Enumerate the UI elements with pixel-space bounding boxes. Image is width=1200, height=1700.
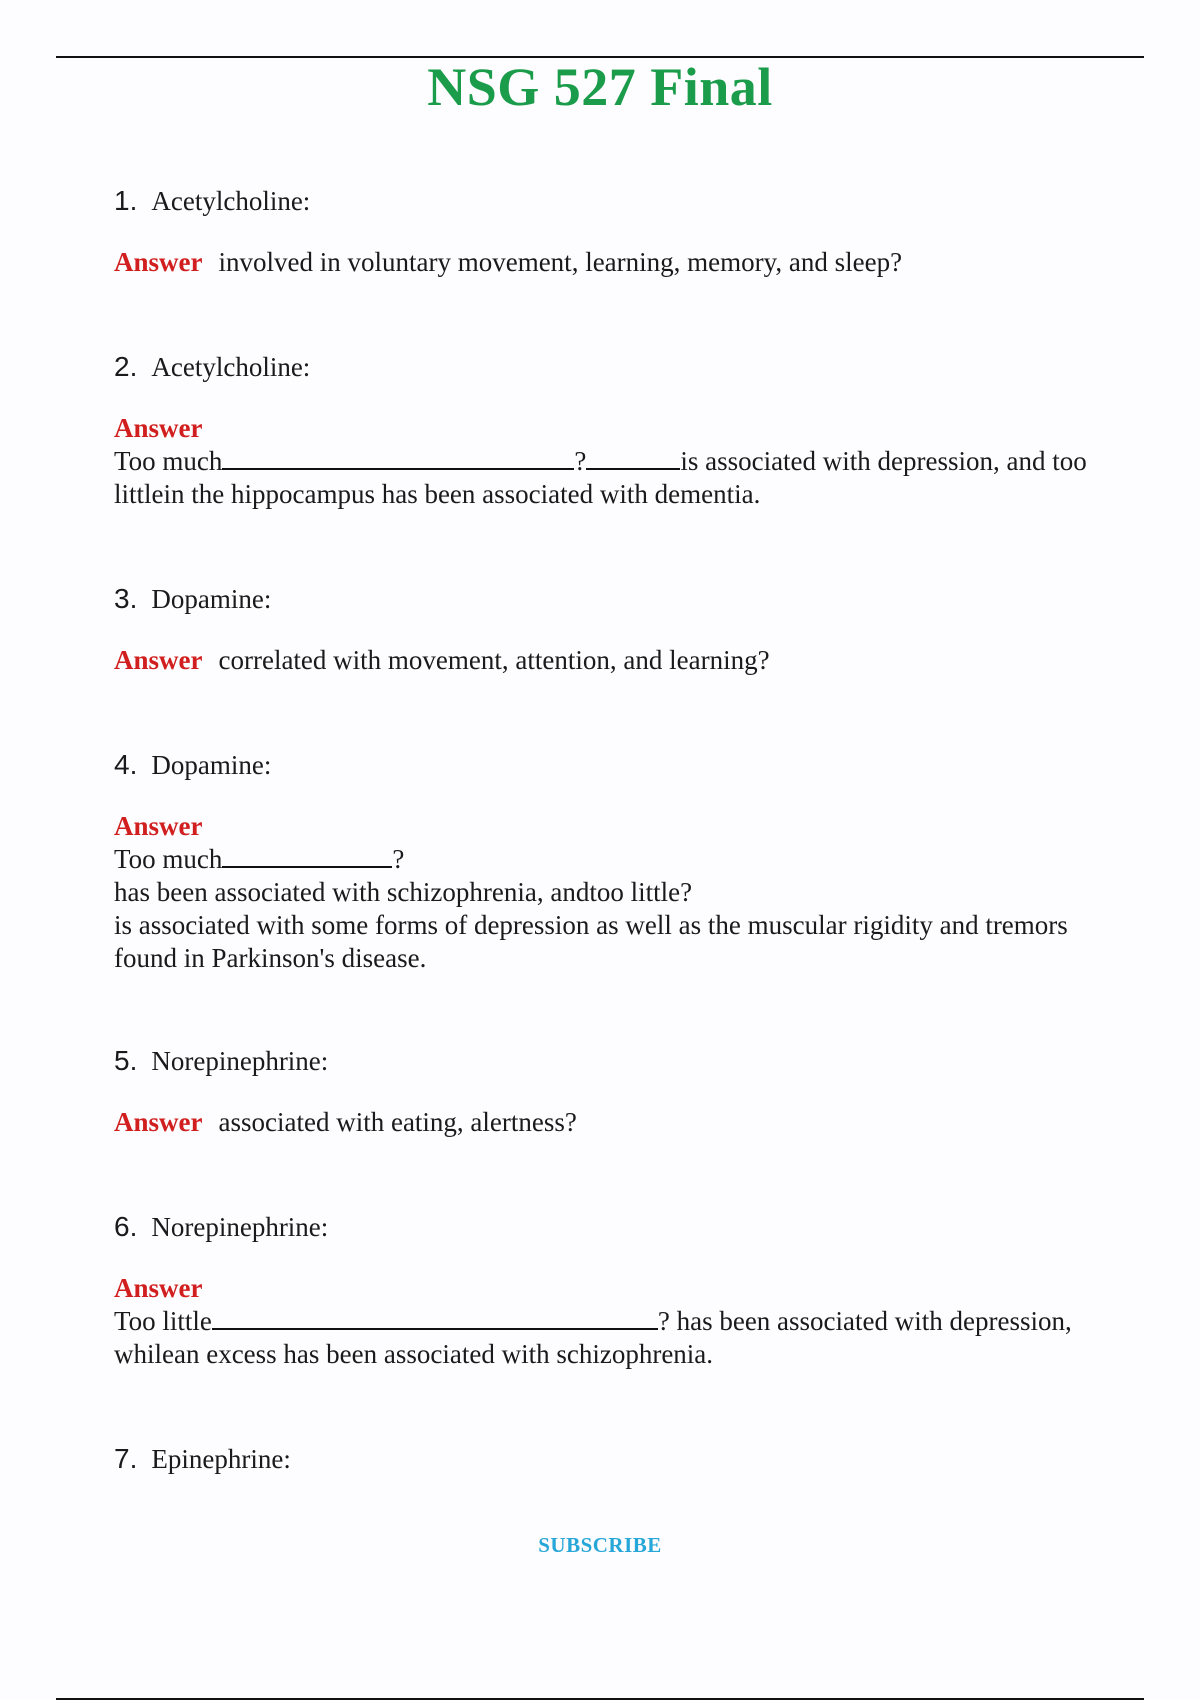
question-number: 3. bbox=[114, 583, 138, 614]
question-number: 7. bbox=[114, 1443, 138, 1474]
fill-in-blank bbox=[222, 446, 574, 470]
answer-text: involved in voluntary movement, learning, memory, and sleep? bbox=[218, 247, 903, 277]
answer-block bbox=[114, 1272, 1120, 1371]
fill-in-blank bbox=[586, 446, 680, 470]
answer-block bbox=[114, 412, 1120, 511]
answer-text: is associated with some forms of depression as well as the muscular rigidity and tremors bbox=[114, 910, 1068, 940]
answer-text: littlein the hippocampus has been associated with dementia. bbox=[114, 479, 761, 509]
question-5 bbox=[114, 1044, 1120, 1139]
question-3 bbox=[114, 582, 1120, 677]
answer-text: ? bbox=[574, 446, 587, 476]
question-number: 5. bbox=[114, 1045, 138, 1076]
answer-block bbox=[114, 246, 1120, 279]
fill-in-blank bbox=[212, 1306, 658, 1330]
answer-text: associated with eating, alertness? bbox=[218, 1107, 577, 1137]
question-topic: Acetylcholine: bbox=[151, 186, 311, 216]
question-number: 2. bbox=[114, 351, 138, 382]
answer-text: ? has been associated with depression, bbox=[657, 1306, 1072, 1336]
answer-text: Too little bbox=[114, 1306, 212, 1336]
answer-label: Answer bbox=[114, 413, 203, 443]
answer-block bbox=[114, 1106, 1120, 1139]
answer-text: Too much bbox=[114, 446, 223, 476]
subscribe-link[interactable]: SUBSCRIBE bbox=[538, 1533, 662, 1557]
question-1 bbox=[114, 184, 1120, 279]
question-number: 4. bbox=[114, 749, 138, 780]
question-2 bbox=[114, 350, 1120, 511]
question-topic: Dopamine: bbox=[151, 750, 272, 780]
answer-text: ? bbox=[392, 844, 405, 874]
question-4 bbox=[114, 748, 1120, 975]
answer-label: Answer bbox=[114, 811, 203, 841]
fill-in-blank bbox=[222, 844, 392, 868]
answer-text: Too much bbox=[114, 844, 223, 874]
question-6 bbox=[114, 1210, 1120, 1371]
question-number: 6. bbox=[114, 1211, 138, 1242]
answer-block bbox=[114, 810, 1120, 975]
question-topic: Epinephrine: bbox=[151, 1444, 291, 1474]
answer-label: Answer bbox=[114, 1107, 203, 1137]
answer-block bbox=[114, 644, 1120, 677]
question-topic: Dopamine: bbox=[151, 584, 272, 614]
question-topic: Acetylcholine: bbox=[151, 352, 311, 382]
answer-text: found in Parkinson's disease. bbox=[114, 943, 427, 973]
document-title: NSG 527 Final bbox=[427, 57, 773, 117]
question-7 bbox=[114, 1442, 1120, 1476]
question-topic: Norepinephrine: bbox=[151, 1212, 329, 1242]
question-number: 1. bbox=[114, 185, 138, 216]
question-topic: Norepinephrine: bbox=[151, 1046, 329, 1076]
answer-label: Answer bbox=[114, 247, 203, 277]
answer-text: whilean excess has been associated with schizophrenia. bbox=[114, 1339, 714, 1369]
answer-label: Answer bbox=[114, 645, 203, 675]
answer-label: Answer bbox=[114, 1273, 203, 1303]
answer-text: has been associated with schizophrenia, andtoo little? bbox=[114, 877, 693, 907]
answer-text: is associated with depression, and too bbox=[680, 446, 1087, 476]
answer-text: correlated with movement, attention, and learning? bbox=[218, 645, 770, 675]
